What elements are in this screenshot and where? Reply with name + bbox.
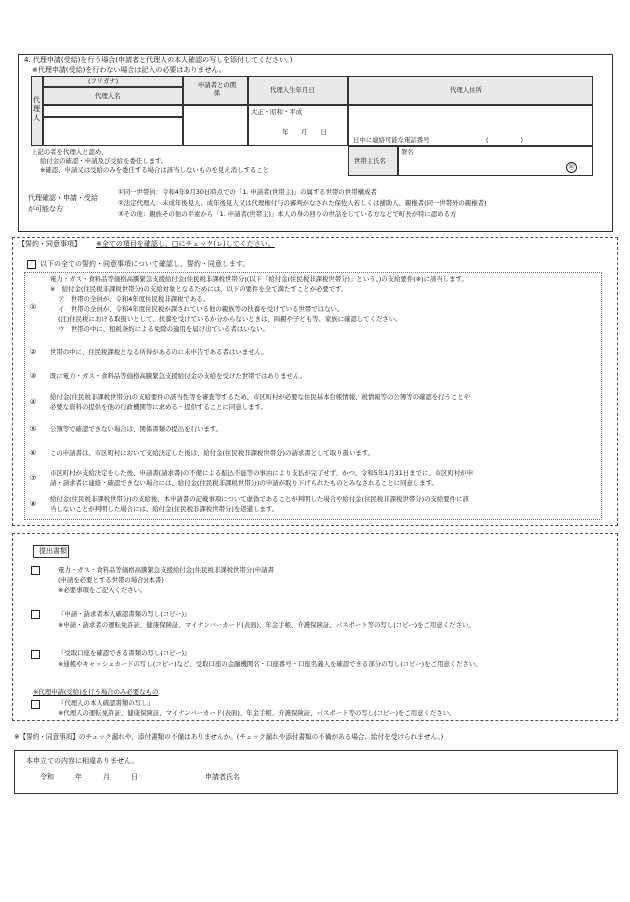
- doc3-checkbox[interactable]: [31, 650, 40, 659]
- item1-note: ※ 給付金(住民税非課税世帯分)の支給対象となるためには、以下の要件を全て満たすことが必要です。: [50, 285, 348, 293]
- item4-number: ④: [30, 398, 37, 406]
- item1-number: ①: [30, 303, 37, 311]
- item7-line1: 市区町村が支給決定をした後、申請書(請求書)の不備による振込不能等の事由により支払が完了せず、かつ、令和5年1月31日までに、市区町村が申: [50, 469, 474, 477]
- relation-header-label: 申請者との関係: [197, 81, 237, 98]
- item5-text: 公簿等で確認できない場合は、関係書類の提出を行います。: [50, 425, 223, 433]
- eligible-item-1: ①同一世帯員：令和4年9月30日時点での「1. 申請者(世帯主)」の属する世帯の世帯構成者: [118, 188, 377, 196]
- item4-line1: 給付金(住民税非課税世帯分)の支給要件の該当性等を審査等するため、市区町村が必要な住民基本台帳情報、税情報等の公簿等の確認を行うことや: [50, 393, 471, 401]
- doc4-title: 『代理人の本人確認書類の写し』: [58, 699, 154, 707]
- doc1-checkbox[interactable]: [31, 566, 40, 575]
- doc1-line2: (申請を必要とする世帯の場合)(本書): [58, 576, 164, 584]
- address-header-label: 代理人住所: [450, 86, 482, 94]
- seal-icon: ㊞: [566, 162, 577, 173]
- item8-line1: 給付金(住民税非課税世帯分)の支給後、本申請書の記載事項について虚偽であることが判明した場合や給付金(住民税非課税世帯分)の支給要件に該: [50, 495, 469, 503]
- householder-label: 世帯主氏名: [354, 157, 386, 165]
- section4-note: ※代理申請(受給)を行わない場合は記入の必要はありません。: [32, 66, 226, 74]
- item2-text: 世帯の中に、住民税課税となる所得があるのに未申告である者はいません。: [50, 348, 268, 356]
- proxy-side-label: 代理人: [33, 96, 40, 122]
- item1-a: ア 世帯の全員が、令和4年度住民税非課税である。: [58, 295, 210, 303]
- proxy-only-note: ※代理申請(受給)を行う場合のみ必要なもの: [33, 688, 159, 696]
- doc2-note: ※申請・請求者の運転免許証、健康保険証、マイナンバーカード(表面)、年金手帳、介護保険証、パスポート等の写し(コピー)をご用意ください。: [58, 621, 475, 629]
- eligible-item-2: ②法定代理人：未成年後見人、成年後見人又は代理権付与の審判がなされた保佐人若しくは補助人、親権者(同一世帯外の親権者): [118, 199, 487, 207]
- proxy-name-input[interactable]: [43, 117, 183, 146]
- item1-b-note: (注)住民税における取扱いとして、扶養を受けているか分からないときは、両親や子ども等、家族に確認してください。: [58, 315, 402, 323]
- pledge-instruction: ※全ての項目を確認し、□にチェック(レ)してください。: [96, 240, 275, 248]
- era-options: 大正・昭和・平成: [251, 108, 303, 116]
- declaration-statement: 本申立ての内容に相違ありません。: [26, 757, 139, 765]
- item7-line2: 請・請求者に連絡・確認できない場合には、給付金(住民税非課税世帯分)の申請が取り下げられたものとみなされることに同意します。: [50, 479, 438, 487]
- confirm-all-label: 以下の全ての誓約・同意事項について確認し、誓約・同意します。: [40, 260, 250, 268]
- delegate-line1: 上記の者を代理人と認め、: [31, 148, 108, 156]
- item2-number: ②: [30, 348, 37, 356]
- declaration-date[interactable]: 令和 年 月 日: [40, 773, 138, 781]
- item4-line2: 必要な資料の提供を他の行政機関等に求める・提供することに同意します。: [50, 403, 267, 411]
- item7-number: ⑦: [30, 474, 37, 482]
- item8-line2: 当しないことが判明した場合には、給付金(住民税非課税世帯分)を返還します。: [50, 505, 279, 513]
- birth-date-units: 年 月 日: [282, 128, 327, 136]
- phone-input[interactable]: ( ): [486, 136, 523, 144]
- item3-number: ③: [30, 372, 37, 380]
- final-note: ※【誓約・同意事項】のチェック漏れや、添付書類の不備はありませんか。(チェック漏れや添付書類の不備がある場合、給付を受けられません。): [14, 733, 444, 741]
- householder-signature-input[interactable]: [398, 146, 593, 176]
- delegate-line2: 給付金の確認・申請及び受給を委任します。: [40, 157, 168, 165]
- doc2-checkbox[interactable]: [31, 610, 40, 619]
- doc4-note: ※代理人の運転免許証、健康保険証、マイナンバーカード(表面)、年金手帳、介護保険証、パスポート等の写し(コピー)をご用意ください。: [58, 709, 456, 717]
- birth-header-label: 代理人生年月日: [270, 86, 315, 94]
- pledge-heading: 【誓約・同意事項】: [18, 240, 81, 248]
- eligible-item-3: ③その他：親族その他の平素から「1. 申請者(世帯主)」本人の身の回りの世話をしている方などで町長が特に認める方: [118, 210, 457, 218]
- doc4-checkbox[interactable]: [31, 700, 40, 709]
- item6-text: この申請書は、市区町村において支給決定した後は、給付金(住民税非課税世帯分)の請求書として取り扱います。: [50, 449, 375, 457]
- declaration-applicant-label: 申請者氏名: [205, 773, 240, 781]
- eligible-label: 代理確認・申請・受給が可能な方: [28, 194, 98, 213]
- doc1-note: ※必要事項をご記入ください。: [58, 586, 147, 594]
- item8-number: ⑧: [30, 500, 37, 508]
- section4-heading: 4. 代理申請(受給)を行う場合(申請者と代理人の本人確認の写しを添付してください。): [24, 56, 293, 64]
- signature-label: 署名: [401, 148, 414, 156]
- documents-heading: 提出書類: [39, 547, 67, 555]
- relation-input[interactable]: [183, 105, 248, 146]
- doc2-title: 『申請・請求者本人確認書類の写し(コピー)』: [58, 610, 191, 618]
- applicant-name-input[interactable]: [250, 772, 550, 784]
- doc3-note: ※通帳やキャッシュカードの写し(コピー)など、受取口座の金融機関名・口座番号・口座名義人を確認できる部分の写し(コピー)をご用意ください。: [58, 660, 482, 668]
- doc3-title: 『受取口座を確認できる書類の写し(コピー)』: [58, 649, 191, 657]
- item5-number: ⑤: [30, 425, 37, 433]
- item3-text: 既に電力・ガス・食料品等価格高騰緊急支援給付金の支給を受けた世帯ではありません。: [50, 372, 307, 380]
- delegate-line3: ※確認、申請又は受給のみを委任する場合は該当しないものを見え消しすること: [40, 166, 270, 174]
- item6-number: ⑥: [30, 449, 37, 457]
- item1-c: ウ 世帯の中に、租税条約による免除の適用を届け出ている者はいない。: [58, 325, 269, 333]
- furigana-input[interactable]: [43, 105, 183, 117]
- item1-b: イ 世帯の全員が、令和4年度住民税が課されている他の親族等の扶養を受けている世帯ではない。: [58, 305, 344, 313]
- phone-label: 日中に連絡可能な電話番号: [353, 136, 430, 144]
- doc1-line1: 電力・ガス・食料品等価格高騰緊急支援給付金(住民税非課税世帯分)申請書: [58, 566, 274, 574]
- furigana-label: (フリガナ): [88, 77, 119, 85]
- item1-text: 電力・ガス・食料品等価格高騰緊急支援給付金(住民税非課税世帯分)(以下「給付金(住民税非課税世帯分)」という。)の支給要件(※)に該当します。: [50, 275, 468, 283]
- name-header-label: 代理人名: [95, 92, 121, 100]
- confirm-all-checkbox[interactable]: [27, 260, 36, 269]
